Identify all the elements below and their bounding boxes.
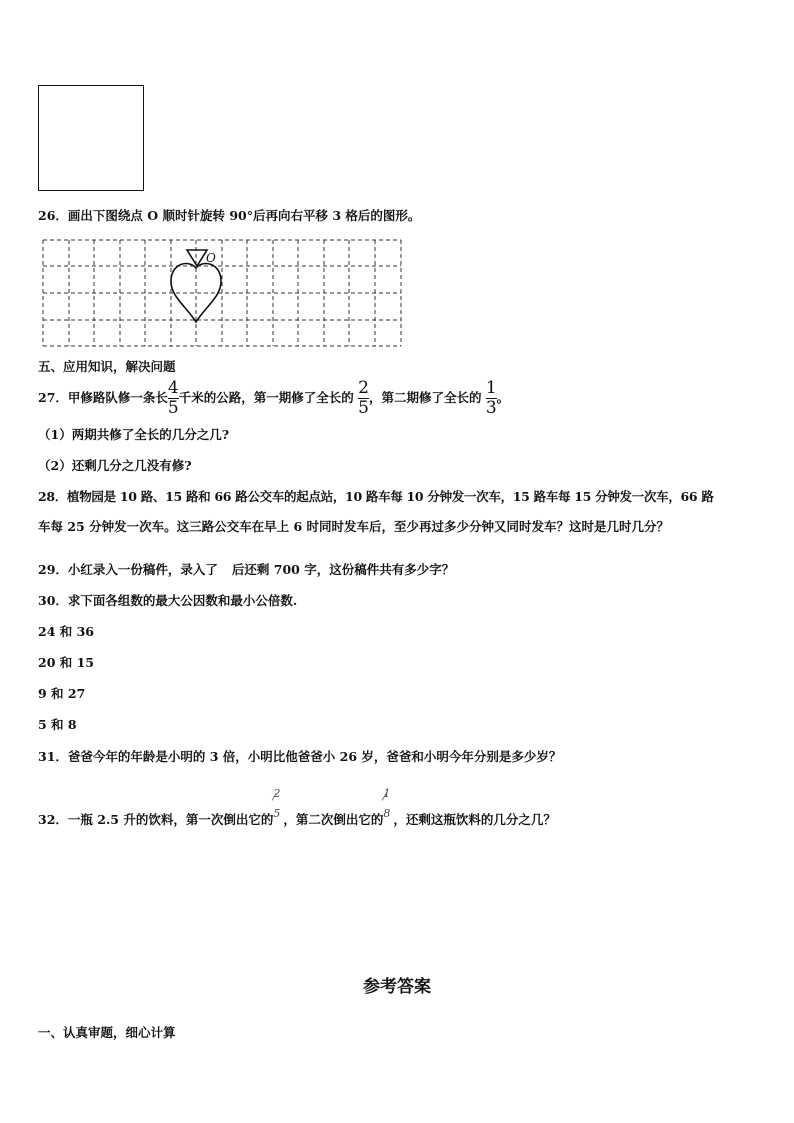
question-27: 27．甲修路队修一条长 $\frac{4}{5}$ 千米的公路，第一期修了全长的 $\frac{2}{5}$ ，第二期修了全长的 $\frac{1}{3}$ 。: [38, 378, 510, 418]
fraction-2-5-italic: 2 5: [273, 787, 281, 820]
question-28-line-1: 28．植物园是 10 路、15 路和 66 路公交车的起点站，10 路车每 10 分钟发一次车，15 路车每 15 分钟发一次车，66 路: [38, 489, 714, 504]
fraction-4-5: $\frac{4}{5}$: [167, 378, 179, 418]
fraction-1-8-italic: 1 8: [383, 787, 391, 820]
square-frame: [38, 85, 144, 191]
answers-section-1: 一、认真审题，细心计算: [38, 1025, 176, 1040]
question-31: 31．爸爸今年的年龄是小明的 3 倍，小明比他爸爸小 26 岁，爸爸和小明今年分别是多少岁？: [38, 749, 562, 764]
grid-figure: [40, 238, 406, 350]
question-30: 30．求下面各组数的最大公因数和最小公倍数.: [38, 593, 298, 608]
pair-2: 20 和 15: [38, 655, 94, 670]
question-32: 32．一瓶 2.5 升的饮料，第一次倒出它的 2 5 ，第二次倒出它的 1 8 ，还剩这瓶饮料的几分之几？: [38, 787, 556, 827]
pair-3: 9 和 27: [38, 686, 86, 701]
question-29: 29．小红录入一份稿件，录入了 后还剩 700 字，这份稿件共有多少字？: [38, 562, 455, 577]
point-o-label: O: [206, 251, 216, 265]
fraction-1-3: $\frac{1}{3}$: [485, 378, 497, 418]
answers-title: 参考答案: [363, 977, 431, 997]
question-26: 26．画出下图绕点 O 顺时针旋转 90°后再向右平移 3 格后的图形。: [38, 208, 421, 223]
pair-4: 5 和 8: [38, 717, 77, 732]
question-27-sub-2: （2）还剩几分之几没有修?: [38, 458, 192, 473]
section-5-title: 五、应用知识，解决问题: [38, 359, 176, 374]
pair-1: 24 和 36: [38, 624, 94, 639]
fraction-2-5: $\frac{2}{5}$: [358, 378, 369, 418]
question-28-line-2: 车每 25 分钟发一次车。这三路公交车在早上 6 时同时发车后，至少再过多少分钟又同时发车？这时是几时几分？: [38, 519, 670, 534]
question-27-sub-1: （1）两期共修了全长的几分之几?: [38, 427, 230, 442]
